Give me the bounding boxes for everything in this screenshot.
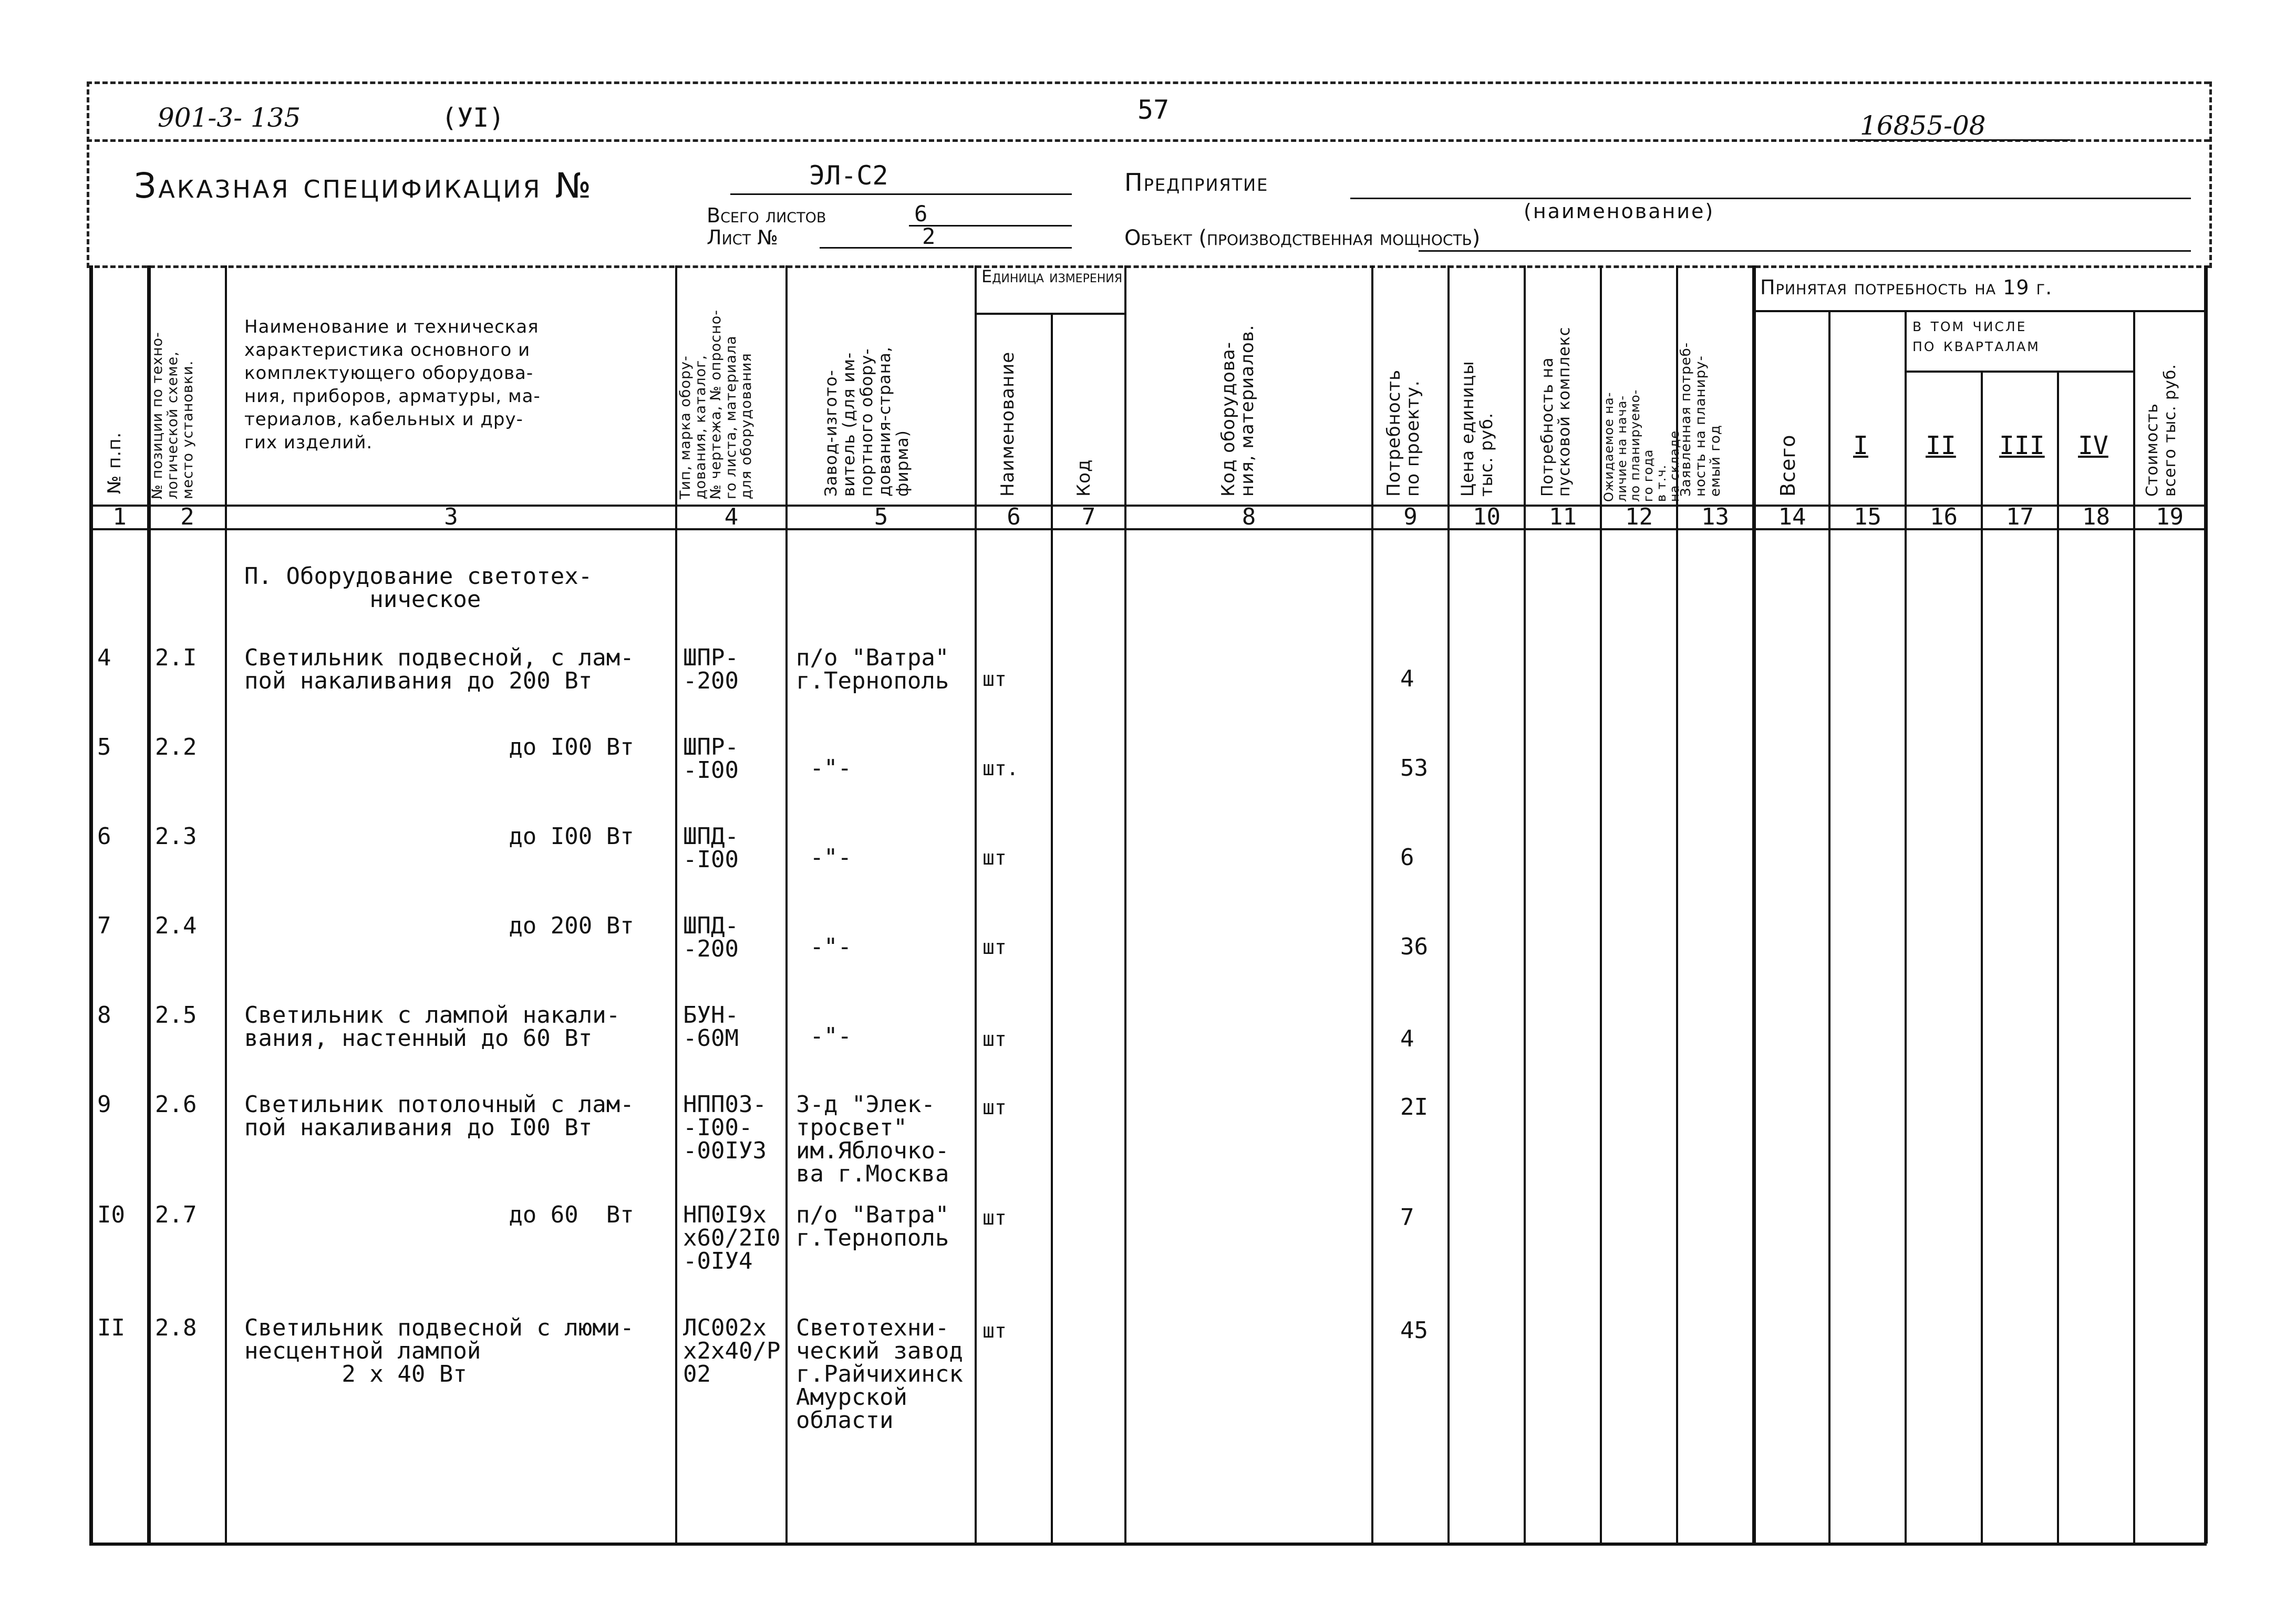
row-position: 2.7 [155, 1201, 197, 1228]
row-unit: шт [982, 1096, 1007, 1119]
sheet-number: 2 [922, 223, 936, 249]
row-position: 2.5 [155, 1002, 197, 1029]
row-unit: шт [982, 846, 1007, 869]
header-col-11: Потребность на пусковой комплекс [1538, 326, 1574, 497]
row-position: 2.I [155, 644, 197, 671]
header-unit-group: Единица измерения [981, 266, 1123, 286]
page-number: 57 [1137, 95, 1170, 125]
col-number: 2 [180, 503, 194, 530]
col-number: 18 [2082, 503, 2110, 530]
header-accepted: Принятая потребность на 19 г. [1760, 276, 2053, 299]
col-divider-7 [1124, 265, 1126, 1544]
header-col-2: № позиции по техно- логической схеме, место установки. [149, 332, 196, 499]
row-number: 5 [97, 734, 111, 760]
row-unit: шт [982, 1319, 1007, 1342]
header-col-13: Заявленная потреб- ность на планиру- емый год [1678, 342, 1723, 497]
row-maker: -"- [796, 844, 852, 871]
row-unit: шт [982, 667, 1007, 691]
total-sheets: 6 [914, 201, 928, 227]
row-type: БУН- -60М [683, 1002, 739, 1052]
row-unit: шт [982, 935, 1007, 959]
col-number: 15 [1854, 503, 1881, 530]
col-divider-10 [1524, 265, 1526, 1544]
header-quarter-group: в том числе по кварталам [1912, 314, 2040, 356]
row-qty: 2I [1400, 1094, 1428, 1120]
total-sheets-label: Всего листов [707, 204, 826, 227]
col-number: 7 [1081, 503, 1096, 530]
header-col-10: Цена единицы тыс. руб. [1457, 361, 1496, 497]
row-position: 2.3 [155, 823, 197, 850]
row-type: ЛС002х х2х40/Р 02 [683, 1314, 781, 1387]
header-col-7: Код [1073, 459, 1094, 497]
col-number: 19 [2156, 503, 2184, 530]
col-divider-18 [2133, 310, 2135, 1544]
row-number: 9 [97, 1091, 111, 1118]
row-number: I0 [97, 1201, 125, 1228]
row-number: 8 [97, 1002, 111, 1029]
row-name: до 60 Вт [244, 1201, 634, 1228]
col-number: 11 [1549, 503, 1577, 530]
row-qty: 53 [1400, 755, 1428, 782]
table-bottom [89, 1543, 2207, 1546]
row-number: 4 [97, 644, 111, 671]
row-name: до I00 Вт [244, 823, 634, 850]
frame-left-dashed [87, 81, 89, 268]
album-number: (УI) [441, 102, 505, 133]
col-divider-15 [1905, 310, 1907, 1544]
row-type: НПП03- -I00- -00IУ3 [683, 1091, 767, 1164]
inventory-number: 16855-08 [1860, 110, 1986, 141]
col-number: 12 [1625, 503, 1653, 530]
row-position: 2.2 [155, 734, 197, 760]
doc-number: 901-3- 135 [158, 102, 301, 133]
row-type: ШПР- -200 [683, 644, 739, 694]
spec-number-underline [730, 193, 1072, 195]
row-type: ШПД- -I00 [683, 823, 739, 873]
spec-number: ЭЛ-С2 [809, 160, 888, 191]
object-underline [1419, 250, 2191, 252]
row-number: 6 [97, 823, 111, 850]
col-number: 6 [1007, 503, 1021, 530]
row-name: Светильник потолочный с лам- пой накаливания до I00 Вт [244, 1091, 634, 1141]
row-name: Светильник с лампой накали- вания, настенный до 60 Вт [244, 1002, 620, 1052]
frame-top [87, 81, 2209, 84]
row-unit: шт [982, 1027, 1007, 1051]
row-maker: -"- [796, 755, 852, 782]
col-divider-8 [1371, 265, 1373, 1544]
col-divider-16 [1981, 371, 1983, 1544]
header-col-14: Всего [1776, 434, 1799, 497]
name-label: (наименование) [1524, 200, 1715, 223]
spec-title: Заказная спецификация № [134, 166, 594, 206]
col-divider-6 [1051, 313, 1053, 1544]
accepted-divider [1755, 310, 2207, 312]
table-right-border [2204, 265, 2208, 1544]
header-q2: II [1926, 431, 1956, 460]
header-q3: III [1999, 431, 2045, 460]
header-col-4: Тип, марка обору- дования, каталог, № чертежа, № опросно- го листа, материала для оборудования [677, 310, 754, 499]
row-name: до I00 Вт [244, 734, 634, 760]
header-col-8: Код оборудова- ния, материалов. [1218, 324, 1258, 497]
row-unit: шт [982, 1206, 1007, 1229]
col-divider-14 [1828, 310, 1830, 1544]
row-name: до 200 Вт [244, 912, 634, 939]
col-number: 5 [874, 503, 888, 530]
row-maker: -"- [796, 933, 852, 960]
row-maker: п/о "Ватра" г.Тернополь [796, 644, 949, 694]
col-divider-13 [1752, 265, 1756, 1544]
header-col-3: Наименование и техническая характеристика основного и комплектующего оборудова- ния, приборов, арматуры, ма- териалов, кабельных и дру- гих изделий. [244, 316, 541, 453]
col-number: 14 [1778, 503, 1806, 530]
col-divider-4 [785, 265, 788, 1544]
row-name: Светильник подвесной с люми- несцентной лампой 2 х 40 Вт [244, 1314, 634, 1387]
header-col-5: Завод-изгото- витель (для им- портного обору- дования-страна, фирма) [822, 346, 912, 497]
header-col-19: Стоимость всего тыс. руб. [2143, 364, 2179, 497]
row-qty: 7 [1400, 1204, 1414, 1231]
col-number: 1 [112, 503, 127, 530]
quarter-divider [1905, 371, 2133, 373]
row-position: 2.8 [155, 1314, 197, 1341]
row-name: Светильник подвесной, с лам- пой накаливания до 200 Вт [244, 644, 634, 694]
row-type: НП0I9х х60/2I0 -0IУ4 [683, 1201, 781, 1274]
row-qty: 36 [1400, 933, 1428, 960]
table-left-border [89, 265, 93, 1544]
header-col-1: № п.п. [104, 431, 125, 494]
row-qty: 45 [1400, 1317, 1428, 1344]
row-position: 2.6 [155, 1091, 197, 1118]
enterprise-label: Предприятие [1124, 168, 1269, 197]
row-type: ШПД- -200 [683, 912, 739, 962]
row-maker: Светотехни- ческий завод г.Райчихинск Амурской области [796, 1314, 963, 1434]
row-unit: шт. [982, 757, 1019, 780]
col-divider-17 [2057, 371, 2059, 1544]
col-number: 10 [1473, 503, 1501, 530]
section-title: П. Оборудование светотех- ническое [244, 563, 593, 613]
row-maker: З-д "Элек- тросвет" им.Яблочко- ва г.Москва [796, 1091, 949, 1187]
row-qty: 4 [1400, 1025, 1414, 1052]
col-number: 8 [1242, 503, 1256, 530]
col-number: 9 [1403, 503, 1418, 530]
col-number: 13 [1701, 503, 1729, 530]
col-number: 16 [1930, 503, 1958, 530]
enterprise-underline [1350, 198, 2191, 199]
header-col-12: Ожидаемое на- личие на нача- ло планируемо- го года в т.ч. на складе [1601, 389, 1682, 502]
frame-header-divider [87, 265, 2209, 268]
col-divider-2 [225, 265, 227, 1544]
col-divider-9 [1447, 265, 1450, 1544]
col-number: 4 [724, 503, 739, 530]
header-col-6: Наименование [997, 351, 1018, 497]
row-position: 2.4 [155, 912, 197, 939]
row-maker: п/о "Ватра" г.Тернополь [796, 1201, 949, 1251]
col-number: 3 [444, 503, 458, 530]
unit-group-divider [975, 313, 1124, 315]
inventory-underline [1849, 139, 2070, 141]
row-number: 7 [97, 912, 111, 939]
col-number: 17 [2006, 503, 2034, 530]
row-number: II [97, 1314, 125, 1341]
header-q1: I [1853, 431, 1868, 460]
header-col-9: Потребность по проекту. [1383, 369, 1423, 497]
sheet-label: Лист № [707, 226, 778, 249]
object-label: Объект (производственная мощность) [1124, 226, 1481, 250]
col-divider-5 [975, 265, 977, 1544]
row-qty: 4 [1400, 665, 1414, 692]
sheet-underline [820, 247, 1072, 249]
row-type: ШПР- -I00 [683, 734, 739, 784]
header-q4: IV [2078, 431, 2108, 460]
row-maker: -"- [796, 1023, 852, 1050]
row-qty: 6 [1400, 844, 1414, 871]
frame-right-dashed [2209, 81, 2212, 268]
